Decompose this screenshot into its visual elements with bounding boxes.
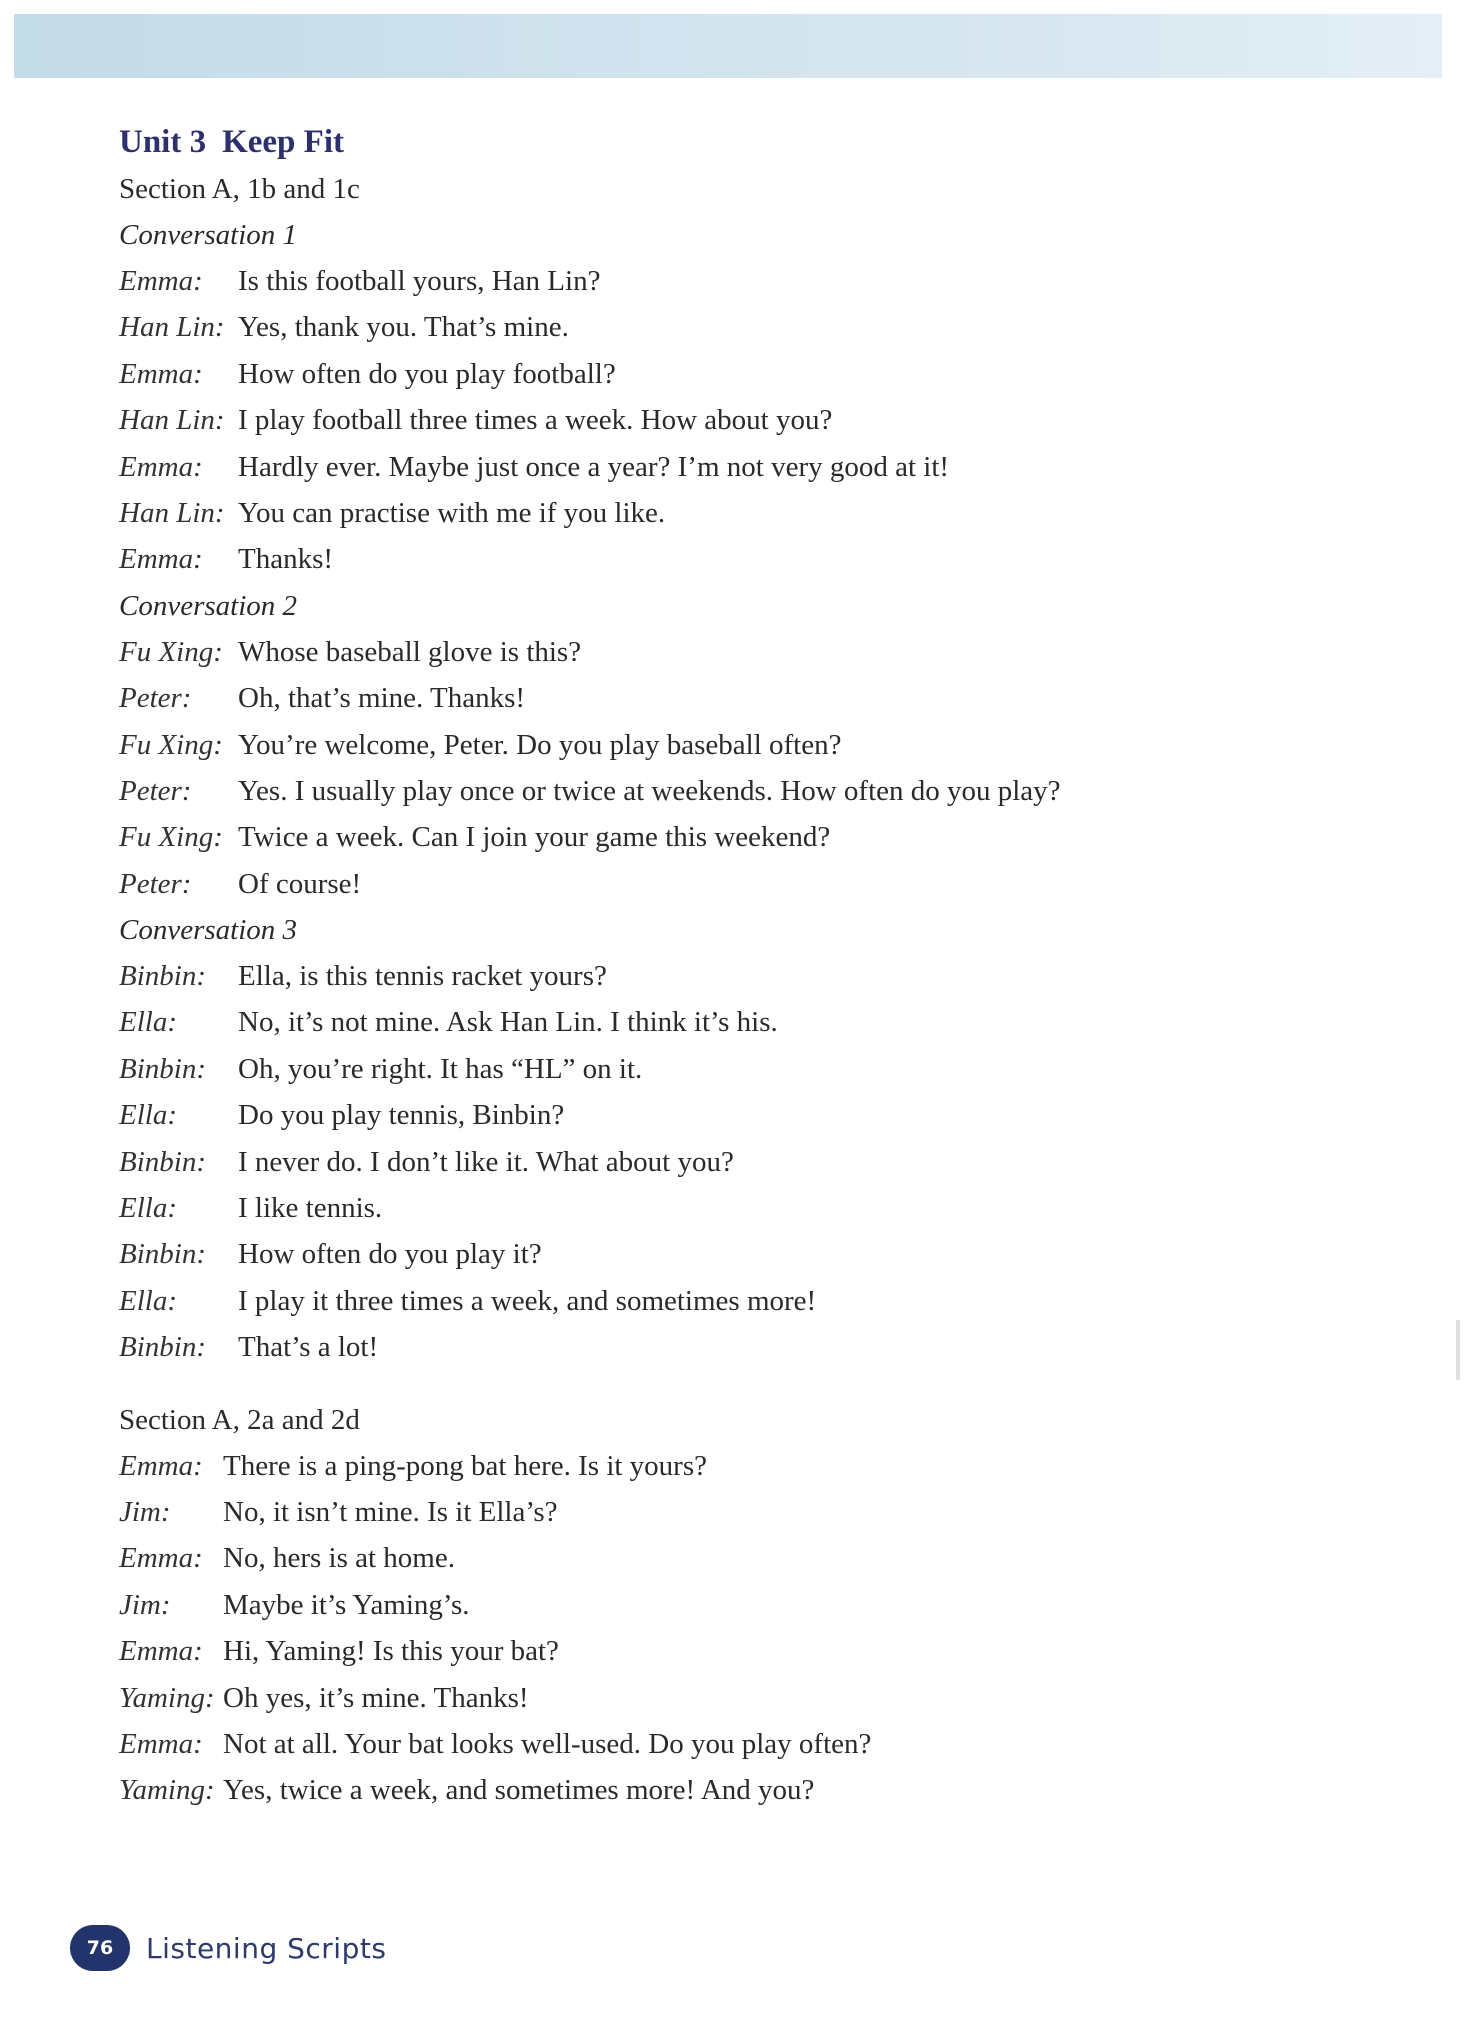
dialogue-line: [119, 1278, 1379, 1324]
dialogue-line: [119, 1675, 1379, 1721]
speaker-name: Fu Xing:: [119, 821, 223, 854]
dialogue-line: [119, 536, 1379, 582]
speaker-name: Jim:: [119, 1588, 171, 1621]
dialogue-text: Yes, twice a week, and sometimes more! And you?: [223, 1774, 815, 1807]
speaker-name: Binbin:: [119, 960, 206, 993]
listening-scripts-page: [119, 118, 1379, 1814]
dialogue-line: [119, 258, 1379, 304]
dialogue-text: Not at all. Your bat looks well-used. Do you play often?: [223, 1727, 872, 1760]
speaker-name: Han Lin:: [119, 496, 225, 529]
dialogue-text: Do you play tennis, Binbin?: [238, 1099, 565, 1132]
dialogue-line: [119, 304, 1379, 350]
dialogue-line: [119, 1092, 1379, 1138]
speaker-name: Emma:: [119, 1542, 203, 1575]
speaker-name: Emma:: [119, 543, 203, 576]
speaker-name: Peter:: [119, 774, 192, 807]
dialogue-text: Oh, that’s mine. Thanks!: [238, 682, 526, 715]
header-band: [14, 14, 1442, 78]
dialogue-text: Of course!: [238, 867, 362, 900]
speaker-name: Binbin:: [119, 1331, 206, 1364]
page-edge-mark: [1456, 1320, 1460, 1380]
dialogue-text: No, hers is at home.: [223, 1542, 455, 1575]
speaker-name: Ella:: [119, 1192, 177, 1225]
dialogue-line: [119, 1489, 1379, 1535]
unit-number: Unit 3: [119, 124, 207, 160]
dialogue-line: [119, 629, 1379, 675]
speaker-name: Emma:: [119, 1727, 203, 1760]
dialogue-line: [119, 351, 1379, 397]
speaker-name: Yaming:: [119, 1681, 215, 1714]
dialogue-line: [119, 1231, 1379, 1277]
speaker-name: Binbin:: [119, 1238, 206, 1271]
dialogue-line: [119, 1582, 1379, 1628]
section-heading-1: Section A, 1b and 1c: [119, 173, 360, 205]
section-heading-2: Section A, 2a and 2d: [119, 1403, 360, 1436]
dialogue-text: Oh, you’re right. It has “HL” on it.: [238, 1052, 643, 1085]
speaker-name: Emma:: [119, 1449, 203, 1482]
dialogue-line: [119, 953, 1379, 999]
dialogue-line: [119, 999, 1379, 1045]
dialogue-line: [119, 1767, 1379, 1813]
dialogue-line: [119, 1139, 1379, 1185]
dialogue-line: [119, 1628, 1379, 1674]
dialogue-text: Twice a week. Can I join your game this weekend?: [238, 821, 831, 854]
speaker-name: Jim:: [119, 1495, 171, 1528]
speaker-name: Ella:: [119, 1006, 177, 1039]
dialogue-line: [119, 722, 1379, 768]
conversation-3: [119, 953, 1379, 1371]
conversation-title: Conversation 2: [119, 589, 298, 622]
page-footer: [70, 1925, 386, 1971]
conversation-title: Conversation 3: [119, 914, 298, 947]
dialogue-line: [119, 1185, 1379, 1231]
dialogue-line: [119, 1324, 1379, 1370]
dialogue-text: How often do you play football?: [238, 357, 616, 390]
unit-title: [119, 118, 1379, 166]
speaker-name: Ella:: [119, 1284, 177, 1317]
speaker-name: Peter:: [119, 682, 192, 715]
dialogue-text: I never do. I don’t like it. What about you?: [238, 1145, 734, 1178]
speaker-name: Binbin:: [119, 1052, 206, 1085]
dialogue-text: Yes. I usually play once or twice at weekends. How often do you play?: [238, 774, 1061, 807]
speaker-name: Emma:: [119, 450, 203, 483]
speaker-name: Binbin:: [119, 1145, 206, 1178]
dialogue-line: [119, 444, 1379, 490]
dialogue-text: How often do you play it?: [238, 1238, 542, 1271]
speaker-name: Emma:: [119, 357, 203, 390]
dialogue-text: No, it’s not mine. Ask Han Lin. I think it’s his.: [238, 1006, 778, 1039]
dialogue-text: You’re welcome, Peter. Do you play baseball often?: [238, 728, 842, 761]
dialogue-text: I play it three times a week, and sometimes more!: [238, 1284, 817, 1317]
dialogue-text: Whose baseball glove is this?: [238, 635, 582, 668]
dialogue-line: [119, 1443, 1379, 1489]
dialogue-text: There is a ping-pong bat here. Is it yours?: [223, 1449, 707, 1482]
dialogue-text: Hardly ever. Maybe just once a year? I’m not very good at it!: [238, 450, 950, 483]
dialogue-line: [119, 1721, 1379, 1767]
dialogue-line: [119, 397, 1379, 443]
dialogue-text: No, it isn’t mine. Is it Ella’s?: [223, 1495, 558, 1528]
speaker-name: Ella:: [119, 1099, 177, 1132]
section-1b-1c: [119, 212, 1379, 1371]
dialogue-line: [119, 1535, 1379, 1581]
dialogue-line: [119, 768, 1379, 814]
conversation-2: [119, 629, 1379, 907]
dialogue-text: You can practise with me if you like.: [238, 496, 666, 529]
dialogue-line: [119, 490, 1379, 536]
speaker-name: Peter:: [119, 867, 192, 900]
dialogue-line: [119, 814, 1379, 860]
conversation-title: Conversation 1: [119, 219, 298, 251]
speaker-name: Fu Xing:: [119, 635, 223, 668]
dialogue-text: Yes, thank you. That’s mine.: [238, 311, 569, 344]
speaker-name: Emma:: [119, 1635, 203, 1668]
dialogue-text: Ella, is this tennis racket yours?: [238, 960, 607, 993]
speaker-name: Han Lin:: [119, 404, 225, 437]
dialogue-text: I like tennis.: [238, 1192, 383, 1225]
speaker-name: Yaming:: [119, 1774, 215, 1807]
dialogue-text: Hi, Yaming! Is this your bat?: [223, 1635, 559, 1668]
dialogue-text: Is this football yours, Han Lin?: [238, 265, 601, 297]
dialogue-line: [119, 675, 1379, 721]
dialogue-text: I play football three times a week. How about you?: [238, 404, 833, 437]
speaker-name: Han Lin:: [119, 311, 225, 344]
dialogue-line: [119, 1046, 1379, 1092]
dialogue-text: Oh yes, it’s mine. Thanks!: [223, 1681, 529, 1714]
dialogue-text: That’s a lot!: [238, 1331, 379, 1364]
dialogue-line: [119, 861, 1379, 907]
conversation-1: [119, 258, 1379, 583]
dialogue-text: Maybe it’s Yaming’s.: [223, 1588, 470, 1621]
page-number-badge: 76: [70, 1925, 130, 1971]
speaker-name: Emma:: [119, 265, 203, 297]
speaker-name: Fu Xing:: [119, 728, 223, 761]
section-2a-2d: [119, 1443, 1379, 1814]
footer-label: Listening Scripts: [146, 1931, 387, 1965]
unit-name: Keep Fit: [222, 124, 344, 160]
dialogue-text: Thanks!: [238, 543, 334, 576]
